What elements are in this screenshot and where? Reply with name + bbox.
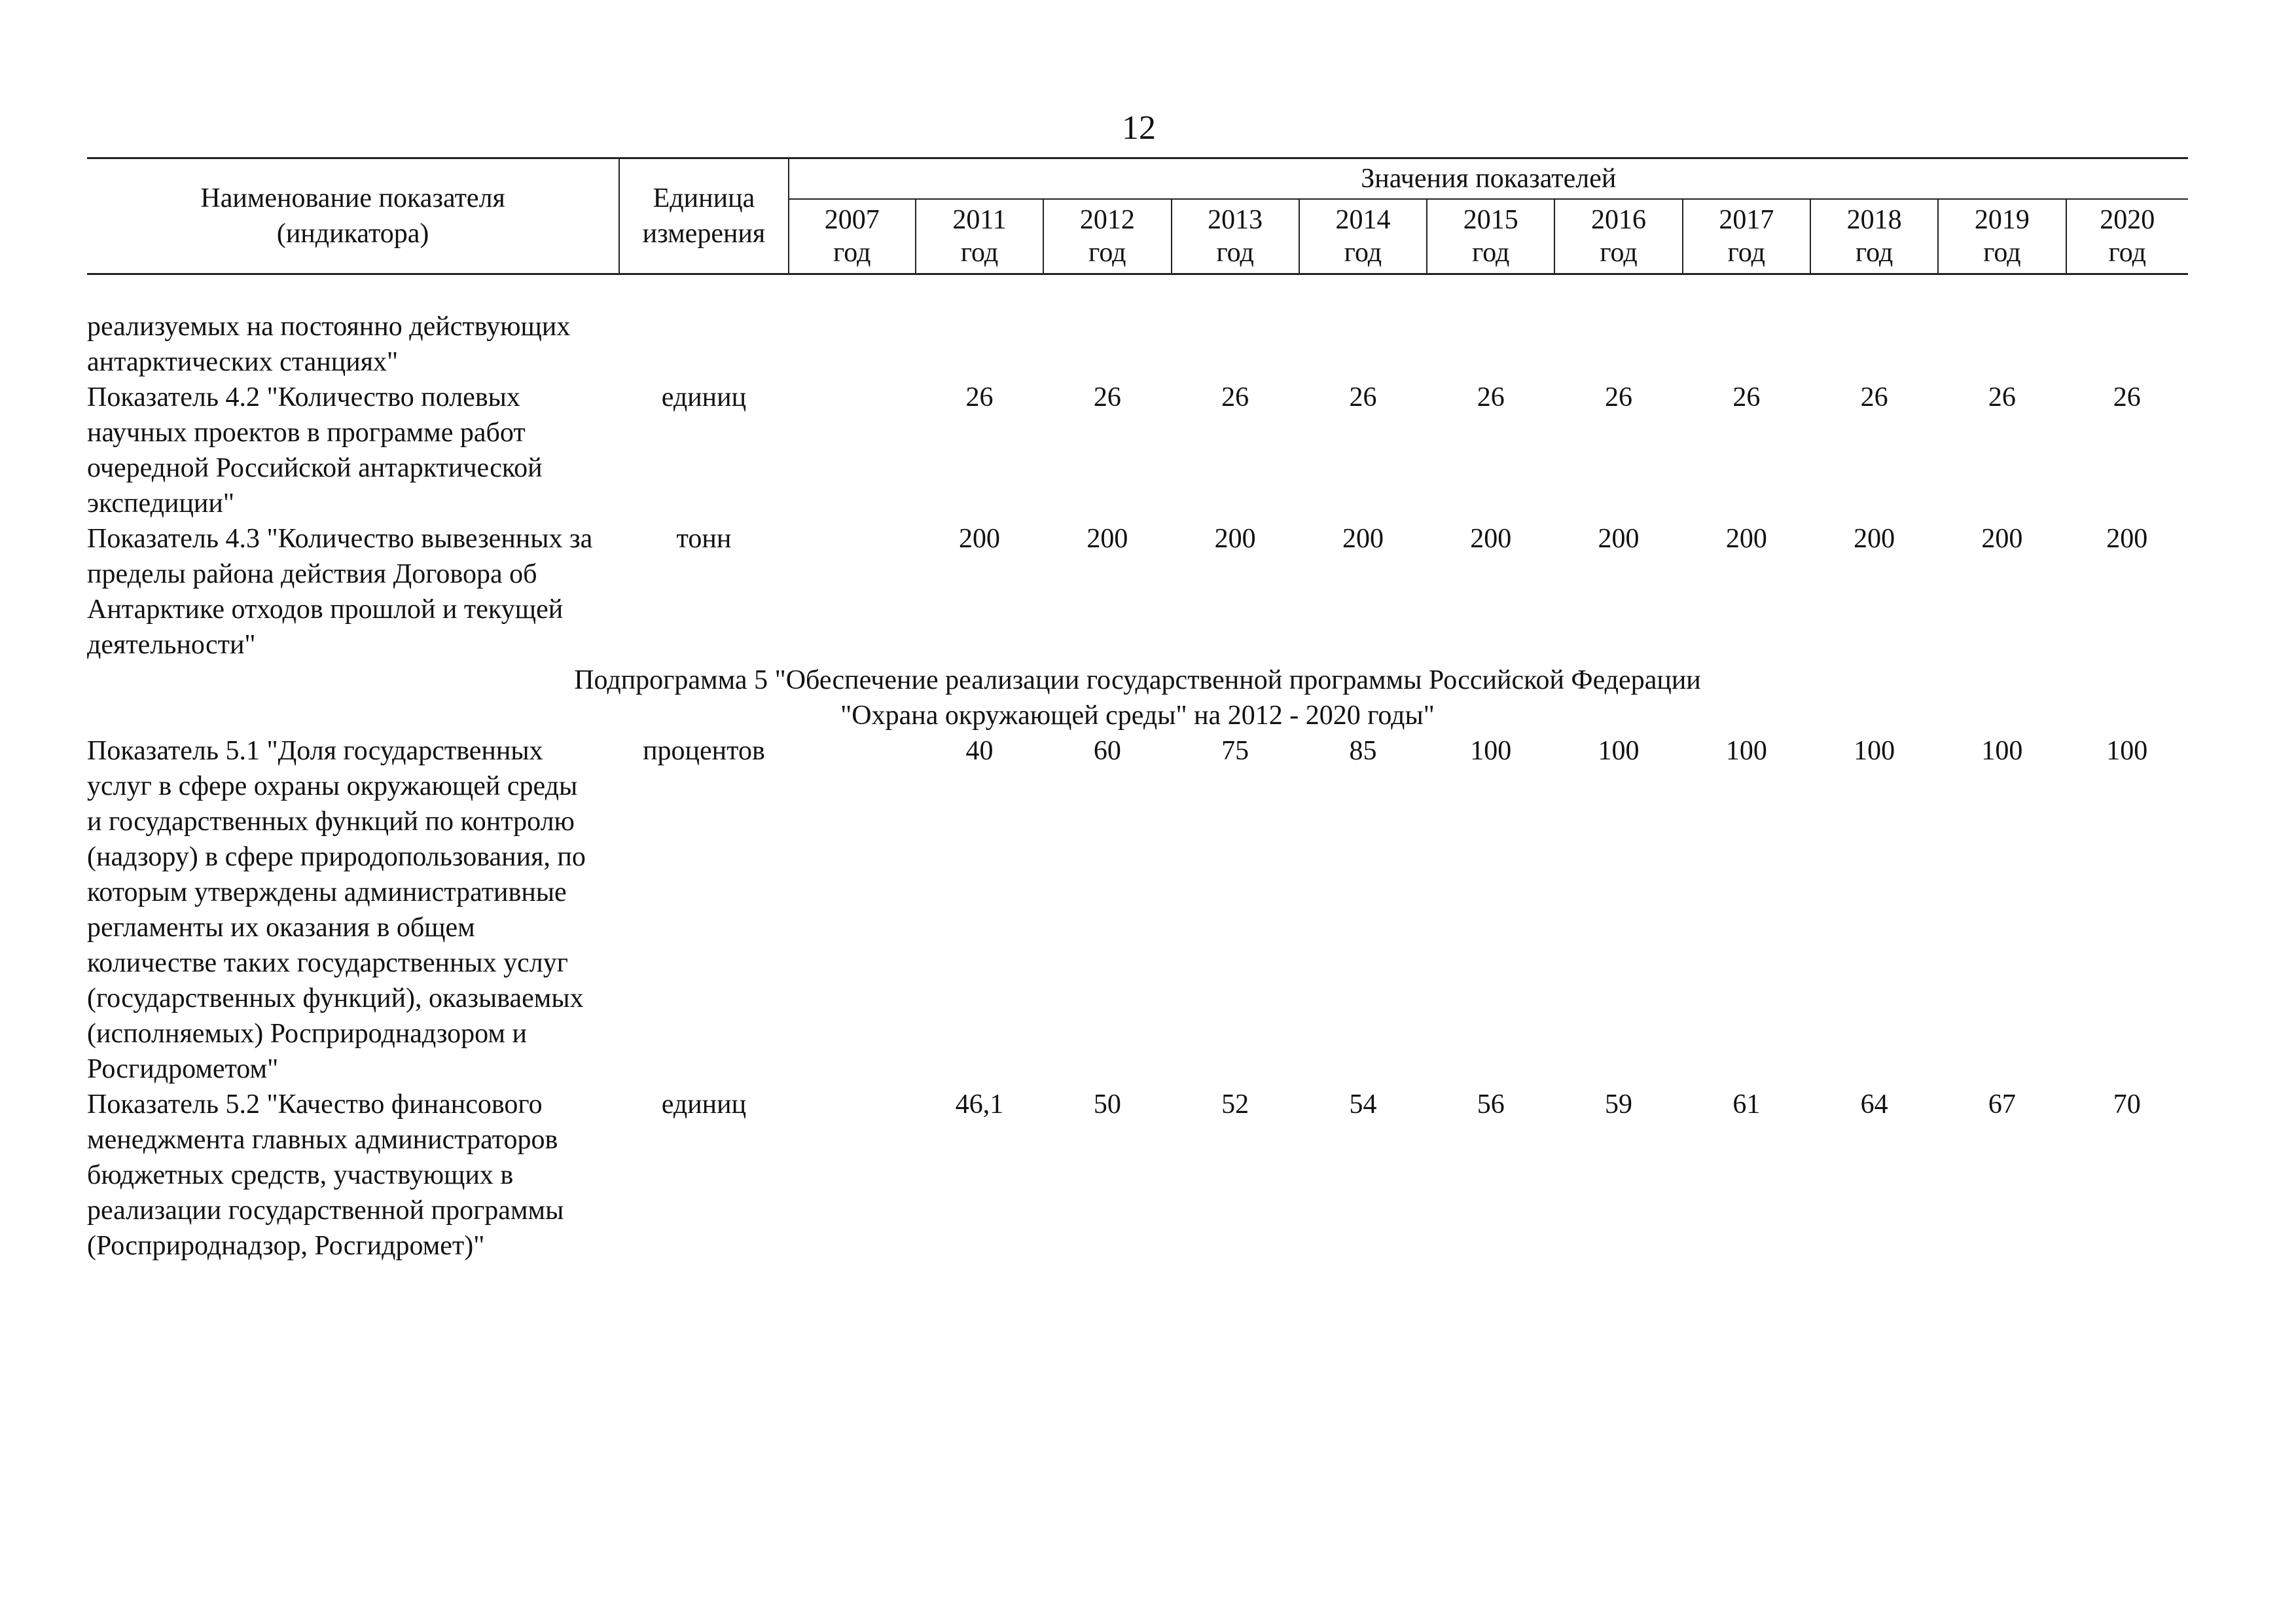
table-row <box>87 521 2188 663</box>
value-cell <box>1938 309 2066 380</box>
header-year: 2013 год <box>1172 199 1299 274</box>
value-cell: 26 <box>1732 382 1761 412</box>
value-cell: 59 <box>1605 1089 1633 1120</box>
header-year: 2014 год <box>1299 199 1427 274</box>
value-cell: 67 <box>1988 1089 2016 1120</box>
header-year: 2012 год <box>1043 199 1171 274</box>
value-cell <box>789 309 916 380</box>
value-cell: 40 <box>965 736 994 766</box>
value-cell: 200 <box>1981 524 2023 554</box>
value-cell: 100 <box>2106 736 2148 766</box>
value-cell <box>789 521 916 663</box>
value-cell <box>1554 309 1682 380</box>
indicator-name: реализуемых на постоянно действующих антарктических станциях" <box>87 312 571 377</box>
value-cell: 52 <box>1221 1089 1249 1120</box>
header-year: 2007 год <box>789 199 916 274</box>
indicator-name: Показатель 5.1 "Доля государственных услуг в сфере охраны окружающей среды и государственных функций по контролю (надзору) в сфере природопользования, по которым утверждены административные регламенты их оказания в общем количестве таких государственных услуг (государственных функций), оказываемых (исполняемых) Росприроднадзором и Росгидрометом" <box>87 736 586 1084</box>
header-year: 2020 год <box>2066 199 2188 274</box>
value-cell: 200 <box>1214 524 1256 554</box>
value-cell: 200 <box>1598 524 1640 554</box>
value-cell: 64 <box>1860 1089 1888 1120</box>
indicator-unit: тонн <box>676 524 732 554</box>
value-cell <box>789 1087 916 1264</box>
value-cell: 200 <box>1854 524 1895 554</box>
value-cell: 60 <box>1093 736 1121 766</box>
value-cell: 50 <box>1093 1089 1121 1120</box>
value-cell: 200 <box>1725 524 1767 554</box>
table-row <box>87 309 2188 380</box>
header-year: 2017 год <box>1683 199 1810 274</box>
header-year: 2011 год <box>916 199 1043 274</box>
table-row <box>87 1087 2188 1264</box>
indicator-unit <box>619 309 788 380</box>
value-cell: 61 <box>1732 1089 1761 1120</box>
value-cell: 200 <box>1086 524 1128 554</box>
header-year: 2015 год <box>1427 199 1554 274</box>
value-cell: 26 <box>2113 382 2141 412</box>
value-cell: 100 <box>1598 736 1640 766</box>
header-year: 2019 год <box>1938 199 2066 274</box>
header-unit-column: Единица измерения <box>619 158 788 274</box>
page-number: 12 <box>1122 109 1156 147</box>
value-cell: 200 <box>2106 524 2148 554</box>
value-cell <box>916 309 1043 380</box>
value-cell: 26 <box>1988 382 2016 412</box>
value-cell: 200 <box>1470 524 1512 554</box>
header-name-column: Наименование показателя (индикатора) <box>87 158 619 274</box>
value-cell <box>1043 309 1171 380</box>
subprogram-heading-line2: "Охрана окружающей среды" на 2012 - 2020 годы" <box>840 701 1435 731</box>
table-row <box>87 380 2188 521</box>
value-cell: 46,1 <box>955 1089 1004 1120</box>
subprogram-heading <box>87 663 2188 733</box>
value-cell <box>789 733 916 1087</box>
indicator-name: Показатель 4.2 "Количество полевых научных проектов в программе работ очередной Российской антарктической экспедиции" <box>87 382 543 519</box>
value-cell: 200 <box>1342 524 1384 554</box>
subprogram-heading-line1: Подпрограмма 5 "Обеспечение реализации государственной программы Российской Федерации <box>574 665 1701 695</box>
value-cell <box>2066 309 2188 380</box>
header-year: 2016 год <box>1554 199 1682 274</box>
value-cell: 85 <box>1349 736 1377 766</box>
value-cell: 54 <box>1349 1089 1377 1120</box>
value-cell: 70 <box>2113 1089 2141 1120</box>
header-values-title: Значения показателей <box>789 158 2188 200</box>
value-cell <box>1299 309 1427 380</box>
value-cell: 26 <box>1605 382 1633 412</box>
header-year: 2018 год <box>1810 199 1938 274</box>
value-cell: 200 <box>959 524 1001 554</box>
value-cell <box>789 380 916 521</box>
value-cell: 26 <box>1221 382 1249 412</box>
value-cell <box>1683 309 1810 380</box>
indicator-unit: единиц <box>661 382 747 412</box>
value-cell: 26 <box>1349 382 1377 412</box>
indicator-unit: процентов <box>643 736 765 766</box>
value-cell: 26 <box>965 382 994 412</box>
value-cell: 100 <box>1854 736 1895 766</box>
table-row <box>87 733 2188 1087</box>
value-cell: 26 <box>1477 382 1505 412</box>
value-cell: 100 <box>1981 736 2023 766</box>
value-cell: 26 <box>1860 382 1888 412</box>
value-cell: 75 <box>1221 736 1249 766</box>
indicator-name: Показатель 4.3 "Количество вывезенных за пределы района действия Договора об Антарктике отходов прошлой и текущей деятельности" <box>87 524 593 660</box>
value-cell: 26 <box>1093 382 1121 412</box>
indicator-name: Показатель 5.2 "Качество финансового менеджмента главных администраторов бюджетных средств, участвующих в реализации государственной программы (Росприроднадзор, Росгидромет)" <box>87 1089 564 1261</box>
value-cell: 100 <box>1725 736 1767 766</box>
value-cell <box>1427 309 1554 380</box>
section-row <box>87 663 2188 733</box>
value-cell: 100 <box>1470 736 1512 766</box>
indicators-table <box>87 157 2188 1264</box>
value-cell <box>1810 309 1938 380</box>
value-cell: 56 <box>1477 1089 1505 1120</box>
value-cell <box>1172 309 1299 380</box>
indicator-unit: единиц <box>661 1089 747 1120</box>
